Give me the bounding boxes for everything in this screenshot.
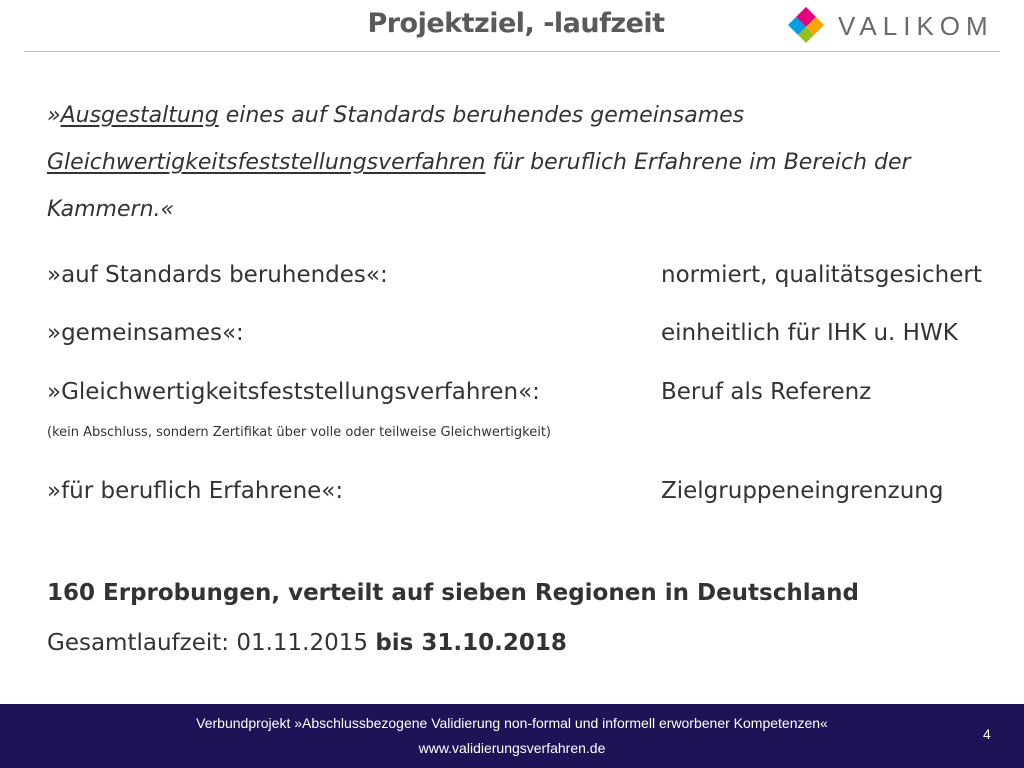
quote-text-2: für beruflich Erfahrene im Bereich der Kammern.« <box>47 150 911 222</box>
definition-meaning: normiert, qualitätsgesichert <box>661 262 982 288</box>
definition-term: »gemeinsames«: <box>47 320 244 346</box>
definition-term: »Gleichwertigkeitsfeststellungsverfahren«: <box>47 379 540 405</box>
definition-term: »für beruflich Erfahrene«: <box>47 478 344 504</box>
quote-term-verfahren: Gleichwertigkeitsfeststellungsverfahren <box>47 150 486 175</box>
definition-row <box>47 262 982 288</box>
period-end: bis 31.10.2018 <box>375 630 567 656</box>
definition-row <box>47 379 872 405</box>
definition-meaning: Zielgruppeneingrenzung <box>661 478 944 504</box>
quote-text-1: eines auf Standards beruhendes gemeinsames <box>218 103 745 128</box>
quote-open: » <box>47 103 61 128</box>
page-number: 4 <box>983 726 991 742</box>
valikom-logo-icon <box>786 5 826 45</box>
quote-term-ausgestaltung: Ausgestaltung <box>60 103 219 128</box>
footer-bar <box>0 704 1024 768</box>
definition-meaning: Beruf als Referenz <box>661 379 872 405</box>
footer-project-name: Verbundprojekt »Abschlussbezogene Validierung non-formal und informell erworbener Kompetenzen« <box>196 715 828 731</box>
title-divider <box>24 51 1000 52</box>
definition-term: »auf Standards beruhendes«: <box>47 262 388 288</box>
footer-website: www.validierungsverfahren.de <box>418 740 606 756</box>
definition-meaning: einheitlich für IHK u. HWK <box>661 320 958 346</box>
definition-row <box>47 478 944 504</box>
valikom-logo <box>786 5 1018 45</box>
slide-title: Projektziel, -laufzeit <box>367 8 665 39</box>
period-label: Gesamtlaufzeit: 01.11.2015 <box>47 630 376 656</box>
definition-note: (kein Abschluss, sondern Zertifikat über volle oder teilweise Gleichwertigkeit) <box>47 425 552 440</box>
definition-row <box>47 320 958 346</box>
project-goal-quote <box>47 92 987 233</box>
project-period <box>47 630 567 656</box>
trials-summary: 160 Erprobungen, verteilt auf sieben Regionen in Deutschland <box>47 580 859 606</box>
logo-text: VALIKOM <box>838 11 994 41</box>
